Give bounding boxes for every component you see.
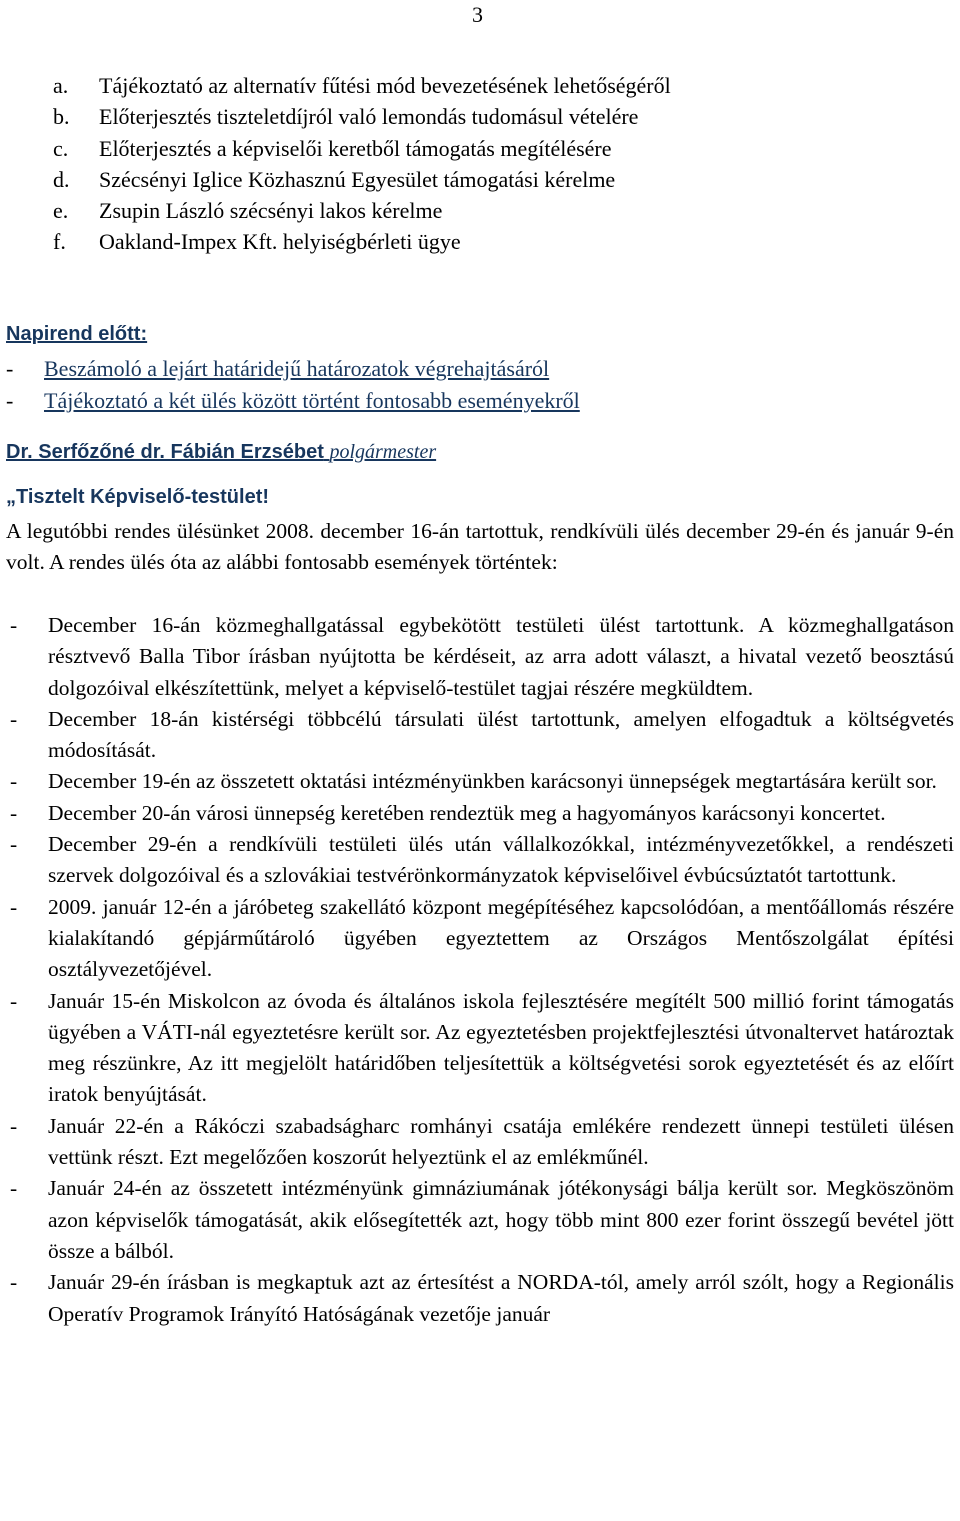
pre-agenda-list xyxy=(6,353,580,416)
event-item xyxy=(6,704,954,767)
event-text: Január 29-én írásban is megkaptuk azt az értesítést a NORDA-tól, amely arról szólt, hogy a Regionális Operatív Programok Irányító Hatóságának vezetője január xyxy=(48,1270,954,1326)
event-text: December 18-án kistérségi többcélú társulati ülést tartottunk, amelyen elfogadtuk a költségvetés módosítását. xyxy=(48,706,954,763)
list-dash: - xyxy=(6,356,14,381)
pre-agenda-title: Napirend előtt: xyxy=(6,323,148,345)
list-dash: - xyxy=(10,800,18,825)
agenda-item-text: Szécsényi Iglice Közhasznú Egyesület támogatási kérelme xyxy=(99,166,616,192)
agenda-item xyxy=(53,164,671,195)
event-item xyxy=(6,986,954,1111)
page-number: 3 xyxy=(472,2,483,27)
pre-agenda-item xyxy=(6,353,580,385)
speaker-role: polgármester xyxy=(329,441,437,463)
agenda-item-letter: a. xyxy=(53,73,69,98)
list-dash: - xyxy=(6,387,14,413)
event-text: Január 22-én a Rákóczi szabadságharc romhányi csatája emlékére rendezett ünnepi testületi ülésen vettünk részt. Ezt megelőzően koszorút helyeztünk el az emlékműnél. xyxy=(48,1113,954,1170)
agenda-item-letter: f. xyxy=(53,229,66,255)
agenda-item xyxy=(53,70,671,101)
event-item xyxy=(6,610,954,704)
list-dash: - xyxy=(10,894,18,919)
list-dash: - xyxy=(10,769,18,794)
agenda-item-letter: b. xyxy=(53,104,70,130)
agenda-item xyxy=(53,133,671,164)
list-dash: - xyxy=(10,832,18,857)
event-item xyxy=(6,766,954,797)
agenda-item-text: Előterjesztés tiszteletdíjról való lemondás tudomásul vételére xyxy=(99,104,639,130)
agenda-item-letter: d. xyxy=(53,166,70,192)
agenda-item xyxy=(53,226,671,257)
agenda-item-letter: c. xyxy=(53,135,69,161)
event-text: December 20-án városi ünnepség keretében rendeztük meg a hagyományos karácsonyi koncertet. xyxy=(48,800,886,825)
event-item xyxy=(6,829,954,892)
event-text: Január 24-én az összetett intézményünk gimnáziumának jótékonysági bálja került sor. Megköszönöm azon képviselők támogatását, akik elősegítették azt, hogy több mint 800 ezer forint összegű bevétel jött össze a bálból. xyxy=(48,1176,954,1263)
event-item xyxy=(6,1173,954,1267)
pre-agenda-item-text: Tájékoztató a két ülés között történt fontosabb eseményekről xyxy=(44,387,580,413)
list-dash: - xyxy=(10,988,18,1013)
agenda-item xyxy=(53,195,671,226)
event-item xyxy=(6,798,954,829)
speaker-name: Dr. Serfőzőné dr. Fábián Erzsébet xyxy=(6,441,324,463)
pre-agenda-item-text: Beszámoló a lejárt határidejű határozatok végrehajtásáról xyxy=(44,356,550,381)
intro-paragraph: A legutóbbi rendes ülésünket 2008. december 16-án tartottuk, rendkívüli ülés december 29-én és január 9-én volt. A rendes ülés óta az alábbi fontosabb események történtek: xyxy=(6,519,954,575)
event-item xyxy=(6,892,954,986)
agenda-item-text: Zsupin László szécsényi lakos kérelme xyxy=(99,198,443,224)
agenda-item-text: Tájékoztató az alternatív fűtési mód bevezetésének lehetőségéről xyxy=(99,73,671,98)
speaker-line xyxy=(6,441,436,464)
event-text: Január 15-én Miskolcon az óvoda és általános iskola fejlesztésére megítélt 500 millió forint támogatás ügyében a VÁTI-nál egyeztetésre került sor. Az egyeztetésben projektfejlesztési útvonaltervet határoztak meg részünkre, Az itt megjelölt határidőben teljesítettük a költségvetési sorok egyeztetését és az előírt iratok benyújtását. xyxy=(48,988,954,1107)
greeting: „Tisztelt Képviselő-testület! xyxy=(6,486,270,508)
pre-agenda-item xyxy=(6,385,580,417)
agenda-item xyxy=(53,101,671,132)
event-item xyxy=(6,1267,954,1330)
list-dash: - xyxy=(10,706,18,731)
event-text: December 29-én a rendkívüli testületi ülés után vállalkozókkal, intézményvezetőkkel, a rendészeti szervek dolgozóival és a szlovákiai testvérönkormányzatok képviselőivel évbúcsúztatót tartottunk. xyxy=(48,832,954,888)
agenda-list xyxy=(53,70,671,258)
list-dash: - xyxy=(10,1113,18,1138)
agenda-item-text: Oakland-Impex Kft. helyiségbérleti ügye xyxy=(99,229,461,255)
list-dash: - xyxy=(10,1176,18,1201)
event-text: 2009. január 12-én a járóbeteg szakellátó központ megépítéséhez kapcsolódóan, a mentőállomás részére kialakítandó gépjárműtároló ügyében egyeztettem az Országos Mentőszolgálat építési osztályvezetőjével. xyxy=(48,894,954,982)
agenda-item-letter: e. xyxy=(53,198,69,224)
event-text: December 19-én az összetett oktatási intézményünkben karácsonyi ünnepségek megtartására került sor. xyxy=(48,769,937,794)
list-dash: - xyxy=(10,613,18,637)
event-item xyxy=(6,1111,954,1174)
agenda-item-text: Előterjesztés a képviselői keretből támogatás megítélésére xyxy=(99,135,612,161)
event-text: December 16-án közmeghallgatással egybekötött testületi ülést tartottunk. A közmeghallgatáson résztvevő Balla Tibor írásban nyújtotta be kérdéseit, az arra adott választ, a hivatal vezető beosztású dolgozóival elkészítettünk, melyet a képviselő-testület tagjai részére megküldtem. xyxy=(48,613,954,700)
list-dash: - xyxy=(10,1270,18,1295)
events-list xyxy=(6,610,954,1330)
